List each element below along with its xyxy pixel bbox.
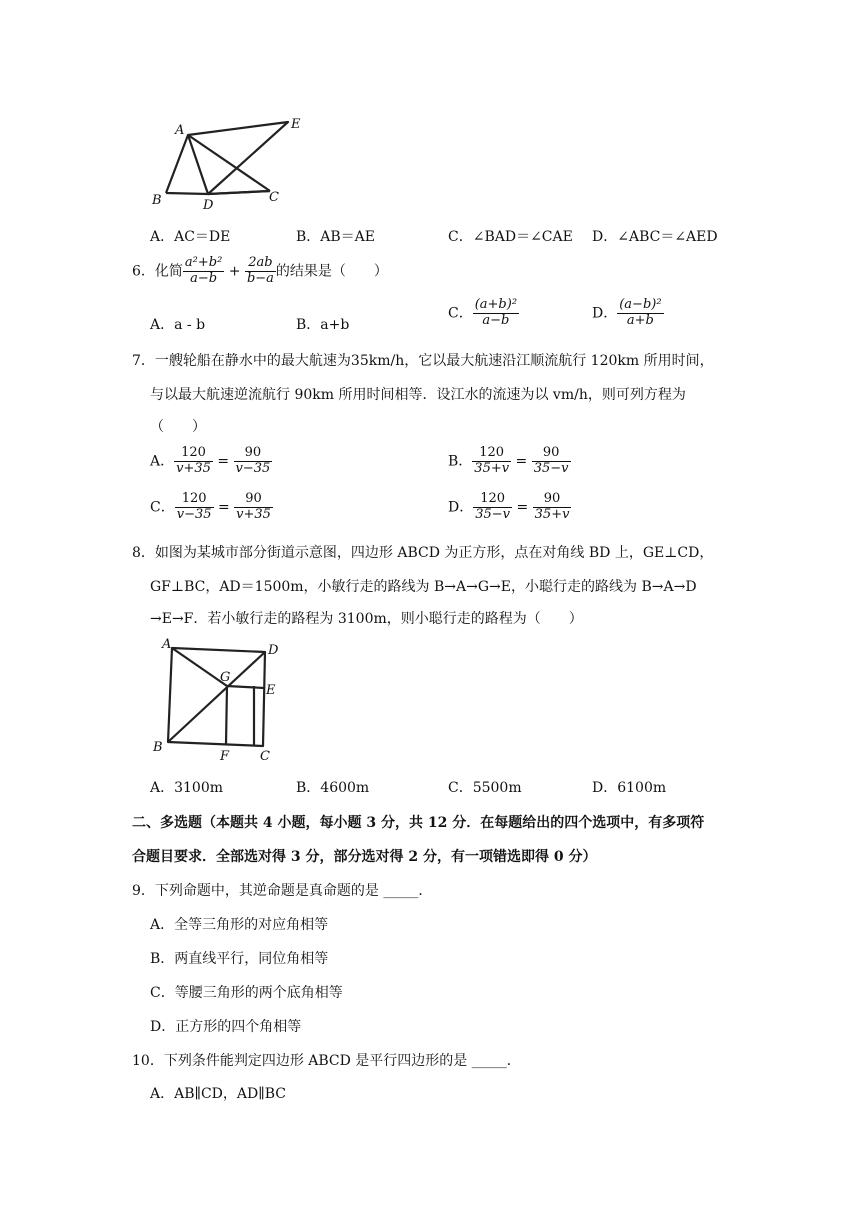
q8-line-2: GF⊥BC，AD＝1500m，小敏行走的路线为 B→A→G→E，小聪行走的路线为 B→A→D: [150, 579, 697, 595]
figure-triangles: [148, 110, 318, 215]
q8-option-a: A．3100m: [150, 780, 224, 796]
fig2-label-c: C: [260, 749, 270, 764]
fig2-label-b: B: [153, 740, 163, 755]
q5-option-d: D．∠ABC＝∠AED: [592, 229, 718, 245]
q6-option-a: A．a - b: [150, 317, 206, 333]
q8-option-c: C．5500m: [448, 780, 522, 796]
fig1-label-e: E: [291, 117, 301, 132]
fig2-label-g: G: [220, 670, 231, 685]
fig2-label-a: A: [162, 637, 172, 652]
figure-square-streets: [150, 636, 290, 766]
q6-stem: [132, 256, 388, 287]
q8-option-d: D．6100m: [592, 780, 667, 796]
q10-stem: 10．下列条件能判定四边形 ABCD 是平行四边形的是 _____．: [132, 1053, 521, 1069]
q9-option-a: A．全等三角形的对应角相等: [150, 917, 329, 933]
q7-line-2: 与以最大航速逆流航行 90km 所用时间相等．设江水的流速为以 vm/h，则可列方程为: [150, 387, 686, 403]
q6-prefix: 6．化简: [132, 263, 183, 280]
fig1-label-c: C: [269, 190, 279, 205]
q9-stem: 9．下列命题中，其逆命题是真命题的是 _____．: [132, 883, 433, 899]
fig1-label-d: D: [203, 198, 214, 213]
q5-option-c: C．∠BAD＝∠CAE: [448, 229, 573, 245]
q6-option-b: B．a+b: [296, 317, 350, 333]
fig1-label-a: A: [175, 123, 185, 138]
q6-fraction-1: $\frac{\text{a²+b²}}{a-b}$: [184, 255, 223, 286]
q8-line-1: 8．如图为某城市部分街道示意图，四边形 ABCD 为正方形，点在对角线 BD 上，GE⊥CD，: [132, 545, 714, 561]
q7-option-d: D． $\frac{120}{35-v}$ = $\frac{90}{35+v}$: [448, 491, 570, 522]
fig2-label-e: E: [266, 683, 276, 698]
q8-option-b: B．4600m: [296, 780, 370, 796]
section-2-heading-line-2: 合题目要求．全部选对得 3 分，部分选对得 2 分，有一项错选即得 0 分）: [132, 849, 597, 865]
fig2-label-f: F: [220, 749, 230, 764]
q6-plus: +: [228, 263, 241, 280]
fig2-label-d: D: [268, 643, 279, 658]
q9-option-c: C．等腰三角形的两个底角相等: [150, 985, 343, 1001]
q6-option-c: C． $\frac{\text{(a+b)²}}{a-b}$: [448, 297, 518, 328]
q7-option-a: A． $\frac{120}{v+35}$ = $\frac{90}{v-35}$: [150, 445, 271, 476]
q6-suffix: 的结果是（ ）: [275, 263, 388, 280]
q10-option-a: A．AB∥CD，AD∥BC: [150, 1086, 286, 1102]
fig1-label-b: B: [152, 193, 162, 208]
q5-option-a: A．AC＝DE: [150, 229, 231, 245]
q7-option-b: B． $\frac{120}{35+v}$ = $\frac{90}{35-v}$: [448, 445, 569, 476]
q9-option-b: B．两直线平行，同位角相等: [150, 951, 329, 967]
q6-option-d: D． $\frac{\text{(a−b)²}}{a+b}$: [592, 297, 662, 328]
q7-option-c: C． $\frac{120}{v-35}$ = $\frac{90}{v+35}$: [150, 491, 271, 522]
q5-option-b: B．AB＝AE: [296, 229, 376, 245]
q7-line-1: 7．一艘轮船在静水中的最大航速为35km/h，它以最大航速沿江顺流航行 120km 所用时间，: [132, 353, 714, 369]
q6-fraction-2: $\frac{2ab}{b-a}$: [246, 255, 274, 286]
q8-line-3: →E→F．若小敏行走的路程为 3100m，则小聪行走的路程为（ ）: [150, 611, 583, 627]
section-2-heading-line-1: 二、多选题（本题共 4 小题，每小题 3 分，共 12 分．在每题给出的四个选项中，有多项符: [132, 815, 705, 831]
q9-option-d: D．正方形的四个角相等: [150, 1019, 302, 1035]
q7-line-3: （ ）: [150, 419, 206, 435]
